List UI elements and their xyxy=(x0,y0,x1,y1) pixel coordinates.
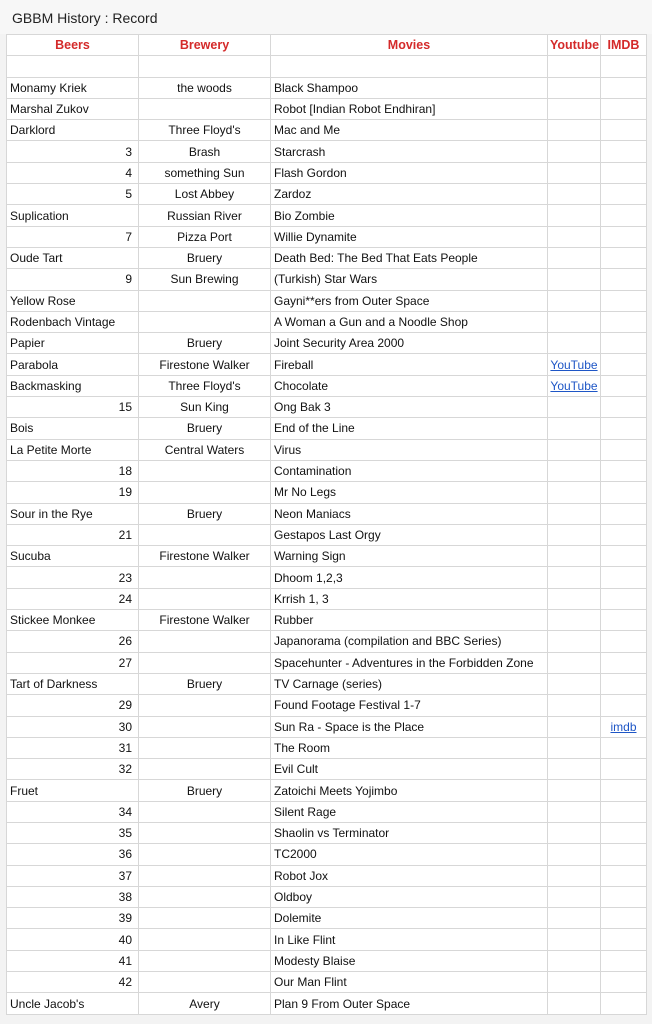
cell-youtube[interactable] xyxy=(548,822,601,843)
cell-imdb[interactable] xyxy=(601,460,647,481)
cell-movie[interactable]: Shaolin vs Terminator xyxy=(271,822,548,843)
cell-imdb[interactable] xyxy=(601,588,647,609)
cell-imdb[interactable] xyxy=(601,503,647,524)
table-row xyxy=(7,588,647,609)
cell-youtube[interactable] xyxy=(548,375,601,396)
cell-brewery[interactable] xyxy=(139,801,271,822)
cell-youtube[interactable] xyxy=(548,844,601,865)
cell-movie[interactable]: Gayni**ers from Outer Space xyxy=(271,290,548,311)
cell-movie[interactable]: Neon Maniacs xyxy=(271,503,548,524)
cell-beer[interactable]: 36 xyxy=(7,844,139,865)
cell-imdb[interactable] xyxy=(601,716,647,737)
cell-imdb[interactable] xyxy=(601,652,647,673)
cell-beer[interactable]: 7 xyxy=(7,226,139,247)
cell-youtube[interactable] xyxy=(548,929,601,950)
cell-beer[interactable]: Parabola xyxy=(7,354,139,375)
cell-brewery[interactable]: Bruery xyxy=(139,418,271,439)
cell-movie[interactable]: Plan 9 From Outer Space xyxy=(271,993,548,1014)
table-row xyxy=(7,865,647,886)
cell-beer[interactable]: 40 xyxy=(7,929,139,950)
cell-brewery[interactable] xyxy=(139,98,271,119)
cell-brewery[interactable]: Bruery xyxy=(139,673,271,694)
cell-movie[interactable]: Joint Security Area 2000 xyxy=(271,333,548,354)
cell-brewery[interactable] xyxy=(139,886,271,907)
cell-beer[interactable]: 5 xyxy=(7,184,139,205)
cell-youtube[interactable] xyxy=(548,972,601,993)
cell-imdb[interactable] xyxy=(601,759,647,780)
table-row xyxy=(7,482,647,503)
cell-movie[interactable]: Evil Cult xyxy=(271,759,548,780)
cell-movie[interactable]: Contamination xyxy=(271,460,548,481)
cell-beer[interactable]: La Petite Morte xyxy=(7,439,139,460)
cell-imdb[interactable] xyxy=(601,98,647,119)
cell-brewery[interactable]: Bruery xyxy=(139,503,271,524)
cell-movie[interactable]: End of the Line xyxy=(271,418,548,439)
table-row xyxy=(7,205,647,226)
cell-youtube[interactable] xyxy=(548,652,601,673)
cell-movie[interactable]: Robot [Indian Robot Endhiran] xyxy=(271,98,548,119)
cell-brewery[interactable] xyxy=(139,482,271,503)
cell-movie[interactable]: Virus xyxy=(271,439,548,460)
cell-youtube[interactable] xyxy=(548,886,601,907)
cell-youtube[interactable] xyxy=(548,950,601,971)
cell-youtube[interactable] xyxy=(548,780,601,801)
table-row xyxy=(7,524,647,545)
cell-youtube[interactable] xyxy=(548,418,601,439)
cell-beer[interactable]: Backmasking xyxy=(7,375,139,396)
cell-imdb[interactable] xyxy=(601,929,647,950)
cell-imdb[interactable] xyxy=(601,120,647,141)
cell-brewery[interactable]: Lost Abbey xyxy=(139,184,271,205)
cell-beer[interactable]: Sucuba xyxy=(7,546,139,567)
cell-movie[interactable]: Gestapos Last Orgy xyxy=(271,524,548,545)
cell-youtube[interactable] xyxy=(548,269,601,290)
cell-youtube[interactable] xyxy=(548,333,601,354)
cell-beer[interactable]: 23 xyxy=(7,567,139,588)
cell-youtube[interactable] xyxy=(548,993,601,1014)
cell-brewery[interactable]: Bruery xyxy=(139,780,271,801)
cell-imdb[interactable] xyxy=(601,439,647,460)
cell-brewery[interactable]: the woods xyxy=(139,77,271,98)
cell-brewery[interactable] xyxy=(139,311,271,332)
cell-movie[interactable]: In Like Flint xyxy=(271,929,548,950)
table-row xyxy=(7,120,647,141)
cell-imdb[interactable] xyxy=(601,972,647,993)
cell-beer[interactable]: 41 xyxy=(7,950,139,971)
cell-beer[interactable]: 15 xyxy=(7,397,139,418)
header-beers: Beers xyxy=(7,35,139,56)
cell-beer[interactable]: Rodenbach Vintage xyxy=(7,311,139,332)
cell-imdb[interactable] xyxy=(601,290,647,311)
table-row xyxy=(7,759,647,780)
cell-youtube[interactable] xyxy=(548,801,601,822)
cell-beer[interactable]: Stickee Monkee xyxy=(7,610,139,631)
cell-imdb[interactable] xyxy=(601,780,647,801)
cell-movie[interactable]: Dolemite xyxy=(271,908,548,929)
imdb-link[interactable]: imdb xyxy=(610,719,637,734)
cell-movie[interactable]: Mr No Legs xyxy=(271,482,548,503)
cell-beer[interactable]: 27 xyxy=(7,652,139,673)
table-row xyxy=(7,993,647,1014)
cell-youtube[interactable] xyxy=(548,503,601,524)
cell-brewery[interactable]: Three Floyd's xyxy=(139,120,271,141)
cell-beer[interactable]: 24 xyxy=(7,588,139,609)
cell-youtube[interactable] xyxy=(548,546,601,567)
table-row xyxy=(7,226,647,247)
cell-beer[interactable]: 26 xyxy=(7,631,139,652)
table-row xyxy=(7,886,647,907)
page-title: GBBM History : Record xyxy=(12,10,158,26)
cell-movie[interactable]: Zardoz xyxy=(271,184,548,205)
header-movies: Movies xyxy=(271,35,548,56)
cell-beer[interactable]: 38 xyxy=(7,886,139,907)
cell-beer[interactable]: 34 xyxy=(7,801,139,822)
cell-brewery[interactable]: Sun Brewing xyxy=(139,269,271,290)
cell-beer[interactable] xyxy=(7,56,139,77)
cell-imdb[interactable] xyxy=(601,673,647,694)
cell-brewery[interactable]: Firestone Walker xyxy=(139,354,271,375)
cell-beer[interactable]: 31 xyxy=(7,737,139,758)
cell-movie[interactable]: TV Carnage (series) xyxy=(271,673,548,694)
table-row xyxy=(7,439,647,460)
table-row xyxy=(7,801,647,822)
cell-beer[interactable]: Uncle Jacob's xyxy=(7,993,139,1014)
cell-youtube[interactable] xyxy=(548,610,601,631)
table-row xyxy=(7,333,647,354)
cell-brewery[interactable] xyxy=(139,972,271,993)
cell-youtube[interactable] xyxy=(548,865,601,886)
cell-brewery[interactable]: Bruery xyxy=(139,333,271,354)
cell-imdb[interactable] xyxy=(601,631,647,652)
cell-imdb[interactable] xyxy=(601,184,647,205)
table-row xyxy=(7,269,647,290)
table-row xyxy=(7,737,647,758)
table-row xyxy=(7,375,647,396)
cell-beer[interactable]: 18 xyxy=(7,460,139,481)
cell-brewery[interactable] xyxy=(139,737,271,758)
table-row xyxy=(7,418,647,439)
table-row xyxy=(7,546,647,567)
cell-imdb[interactable] xyxy=(601,822,647,843)
cell-youtube[interactable] xyxy=(548,141,601,162)
cell-youtube[interactable] xyxy=(548,567,601,588)
cell-imdb[interactable] xyxy=(601,77,647,98)
table-row xyxy=(7,716,647,737)
header-imdb: IMDB xyxy=(601,35,647,56)
cell-brewery[interactable]: Bruery xyxy=(139,247,271,268)
table-row xyxy=(7,950,647,971)
cell-movie[interactable]: Modesty Blaise xyxy=(271,950,548,971)
cell-movie[interactable]: Spacehunter - Adventures in the Forbidden Zone xyxy=(271,652,548,673)
table-row xyxy=(7,184,647,205)
cell-imdb[interactable] xyxy=(601,482,647,503)
cell-imdb[interactable] xyxy=(601,737,647,758)
cell-movie[interactable]: Death Bed: The Bed That Eats People xyxy=(271,247,548,268)
cell-youtube[interactable] xyxy=(548,98,601,119)
cell-movie[interactable]: Oldboy xyxy=(271,886,548,907)
cell-beer[interactable]: 4 xyxy=(7,162,139,183)
cell-imdb[interactable] xyxy=(601,908,647,929)
table-row xyxy=(7,673,647,694)
cell-youtube[interactable] xyxy=(548,524,601,545)
cell-movie[interactable]: Starcrash xyxy=(271,141,548,162)
cell-brewery[interactable]: Sun King xyxy=(139,397,271,418)
cell-brewery[interactable] xyxy=(139,716,271,737)
cell-youtube[interactable] xyxy=(548,673,601,694)
table-row xyxy=(7,652,647,673)
cell-beer[interactable]: 39 xyxy=(7,908,139,929)
cell-youtube[interactable] xyxy=(548,311,601,332)
cell-imdb[interactable] xyxy=(601,993,647,1014)
table-row xyxy=(7,354,647,375)
cell-beer[interactable]: 42 xyxy=(7,972,139,993)
cell-movie[interactable]: Rubber xyxy=(271,610,548,631)
cell-imdb[interactable] xyxy=(601,567,647,588)
table-row xyxy=(7,908,647,929)
cell-beer[interactable]: Monamy Kriek xyxy=(7,77,139,98)
cell-brewery[interactable] xyxy=(139,908,271,929)
cell-imdb[interactable] xyxy=(601,695,647,716)
table-row xyxy=(7,780,647,801)
table-row xyxy=(7,56,647,77)
cell-brewery[interactable] xyxy=(139,588,271,609)
cell-movie[interactable]: The Room xyxy=(271,737,548,758)
cell-movie[interactable]: Willie Dynamite xyxy=(271,226,548,247)
cell-brewery[interactable]: Firestone Walker xyxy=(139,610,271,631)
cell-beer[interactable]: Marshal Zukov xyxy=(7,98,139,119)
cell-youtube[interactable] xyxy=(548,354,601,375)
cell-youtube[interactable] xyxy=(548,77,601,98)
cell-movie[interactable]: Dhoom 1,2,3 xyxy=(271,567,548,588)
cell-imdb[interactable] xyxy=(601,546,647,567)
cell-youtube[interactable] xyxy=(548,759,601,780)
cell-youtube[interactable] xyxy=(548,56,601,77)
cell-brewery[interactable]: Brash xyxy=(139,141,271,162)
header-brewery: Brewery xyxy=(139,35,271,56)
cell-movie[interactable]: Bio Zombie xyxy=(271,205,548,226)
cell-beer[interactable]: 9 xyxy=(7,269,139,290)
cell-brewery[interactable] xyxy=(139,567,271,588)
cell-brewery[interactable] xyxy=(139,631,271,652)
cell-movie[interactable]: Sun Ra - Space is the Place xyxy=(271,716,548,737)
record-table xyxy=(6,34,647,1015)
cell-movie[interactable]: Ong Bak 3 xyxy=(271,397,548,418)
youtube-link[interactable]: YouTube xyxy=(550,357,598,372)
cell-youtube[interactable] xyxy=(548,695,601,716)
cell-brewery[interactable]: Firestone Walker xyxy=(139,546,271,567)
spreadsheet xyxy=(6,34,646,1015)
cell-beer[interactable]: 37 xyxy=(7,865,139,886)
cell-beer[interactable]: Tart of Darkness xyxy=(7,673,139,694)
cell-movie[interactable]: Black Shampoo xyxy=(271,77,548,98)
table-row xyxy=(7,844,647,865)
cell-imdb[interactable] xyxy=(601,375,647,396)
cell-beer[interactable]: Bois xyxy=(7,418,139,439)
cell-movie[interactable]: Silent Rage xyxy=(271,801,548,822)
cell-brewery[interactable] xyxy=(139,822,271,843)
cell-brewery[interactable]: Russian River xyxy=(139,205,271,226)
table-row xyxy=(7,77,647,98)
cell-beer[interactable]: 19 xyxy=(7,482,139,503)
cell-youtube[interactable] xyxy=(548,247,601,268)
table-row xyxy=(7,141,647,162)
cell-brewery[interactable]: Pizza Port xyxy=(139,226,271,247)
cell-youtube[interactable] xyxy=(548,397,601,418)
cell-imdb[interactable] xyxy=(601,865,647,886)
cell-beer[interactable]: 30 xyxy=(7,716,139,737)
cell-imdb[interactable] xyxy=(601,226,647,247)
cell-imdb[interactable] xyxy=(601,56,647,77)
cell-imdb[interactable] xyxy=(601,141,647,162)
cell-movie[interactable]: TC2000 xyxy=(271,844,548,865)
cell-brewery[interactable] xyxy=(139,56,271,77)
cell-brewery[interactable] xyxy=(139,844,271,865)
cell-movie[interactable]: A Woman a Gun and a Noodle Shop xyxy=(271,311,548,332)
cell-imdb[interactable] xyxy=(601,950,647,971)
cell-youtube[interactable] xyxy=(548,588,601,609)
cell-movie[interactable]: Flash Gordon xyxy=(271,162,548,183)
cell-movie[interactable]: Warning Sign xyxy=(271,546,548,567)
table-row xyxy=(7,972,647,993)
cell-movie[interactable]: Mac and Me xyxy=(271,120,548,141)
cell-movie[interactable] xyxy=(271,56,548,77)
cell-youtube[interactable] xyxy=(548,439,601,460)
cell-brewery[interactable] xyxy=(139,652,271,673)
cell-youtube[interactable] xyxy=(548,737,601,758)
table-row xyxy=(7,929,647,950)
cell-imdb[interactable] xyxy=(601,269,647,290)
cell-imdb[interactable] xyxy=(601,524,647,545)
cell-youtube[interactable] xyxy=(548,908,601,929)
table-row xyxy=(7,290,647,311)
youtube-link[interactable]: YouTube xyxy=(550,378,598,393)
cell-imdb[interactable] xyxy=(601,397,647,418)
cell-beer[interactable]: Papier xyxy=(7,333,139,354)
cell-movie[interactable]: Found Footage Festival 1-7 xyxy=(271,695,548,716)
cell-beer[interactable]: 32 xyxy=(7,759,139,780)
cell-beer[interactable]: Oude Tart xyxy=(7,247,139,268)
cell-movie[interactable]: Japanorama (compilation and BBC Series) xyxy=(271,631,548,652)
cell-brewery[interactable] xyxy=(139,865,271,886)
table-row xyxy=(7,822,647,843)
table-row xyxy=(7,695,647,716)
cell-movie[interactable]: Robot Jox xyxy=(271,865,548,886)
cell-movie[interactable]: Our Man Flint xyxy=(271,972,548,993)
cell-movie[interactable]: (Turkish) Star Wars xyxy=(271,269,548,290)
table-row xyxy=(7,98,647,119)
cell-youtube[interactable] xyxy=(548,716,601,737)
cell-imdb[interactable] xyxy=(601,844,647,865)
table-row xyxy=(7,631,647,652)
cell-brewery[interactable] xyxy=(139,759,271,780)
cell-imdb[interactable] xyxy=(601,162,647,183)
cell-beer[interactable]: Fruet xyxy=(7,780,139,801)
table-row xyxy=(7,567,647,588)
cell-brewery[interactable] xyxy=(139,460,271,481)
cell-brewery[interactable] xyxy=(139,695,271,716)
table-row xyxy=(7,503,647,524)
cell-youtube[interactable] xyxy=(548,162,601,183)
cell-imdb[interactable] xyxy=(601,418,647,439)
cell-brewery[interactable] xyxy=(139,950,271,971)
cell-beer[interactable]: 29 xyxy=(7,695,139,716)
cell-beer[interactable]: Yellow Rose xyxy=(7,290,139,311)
cell-movie[interactable]: Zatoichi Meets Yojimbo xyxy=(271,780,548,801)
cell-imdb[interactable] xyxy=(601,886,647,907)
cell-beer[interactable]: 3 xyxy=(7,141,139,162)
cell-imdb[interactable] xyxy=(601,247,647,268)
cell-youtube[interactable] xyxy=(548,205,601,226)
cell-imdb[interactable] xyxy=(601,801,647,822)
cell-brewery[interactable]: Three Floyd's xyxy=(139,375,271,396)
cell-imdb[interactable] xyxy=(601,354,647,375)
cell-imdb[interactable] xyxy=(601,205,647,226)
cell-brewery[interactable]: Avery xyxy=(139,993,271,1014)
cell-beer[interactable]: 35 xyxy=(7,822,139,843)
cell-brewery[interactable]: something Sun xyxy=(139,162,271,183)
cell-imdb[interactable] xyxy=(601,333,647,354)
cell-brewery[interactable] xyxy=(139,929,271,950)
cell-youtube[interactable] xyxy=(548,631,601,652)
cell-youtube[interactable] xyxy=(548,290,601,311)
cell-youtube[interactable] xyxy=(548,226,601,247)
cell-brewery[interactable] xyxy=(139,290,271,311)
cell-youtube[interactable] xyxy=(548,120,601,141)
table-row xyxy=(7,610,647,631)
header-row xyxy=(7,35,647,56)
cell-imdb[interactable] xyxy=(601,610,647,631)
table-row xyxy=(7,247,647,268)
title-bar xyxy=(0,0,652,34)
cell-youtube[interactable] xyxy=(548,184,601,205)
table-row xyxy=(7,162,647,183)
cell-beer[interactable]: 21 xyxy=(7,524,139,545)
header-youtube: Youtube xyxy=(548,35,601,56)
cell-movie[interactable]: Krrish 1, 3 xyxy=(271,588,548,609)
cell-youtube[interactable] xyxy=(548,482,601,503)
cell-youtube[interactable] xyxy=(548,460,601,481)
cell-brewery[interactable] xyxy=(139,524,271,545)
cell-brewery[interactable]: Central Waters xyxy=(139,439,271,460)
cell-movie[interactable]: Fireball xyxy=(271,354,548,375)
cell-beer[interactable]: Sour in the Rye xyxy=(7,503,139,524)
cell-beer[interactable]: Suplication xyxy=(7,205,139,226)
table-row xyxy=(7,311,647,332)
cell-imdb[interactable] xyxy=(601,311,647,332)
table-row xyxy=(7,397,647,418)
table-body xyxy=(7,56,647,1014)
cell-beer[interactable]: Darklord xyxy=(7,120,139,141)
cell-movie[interactable]: Chocolate xyxy=(271,375,548,396)
table-row xyxy=(7,460,647,481)
